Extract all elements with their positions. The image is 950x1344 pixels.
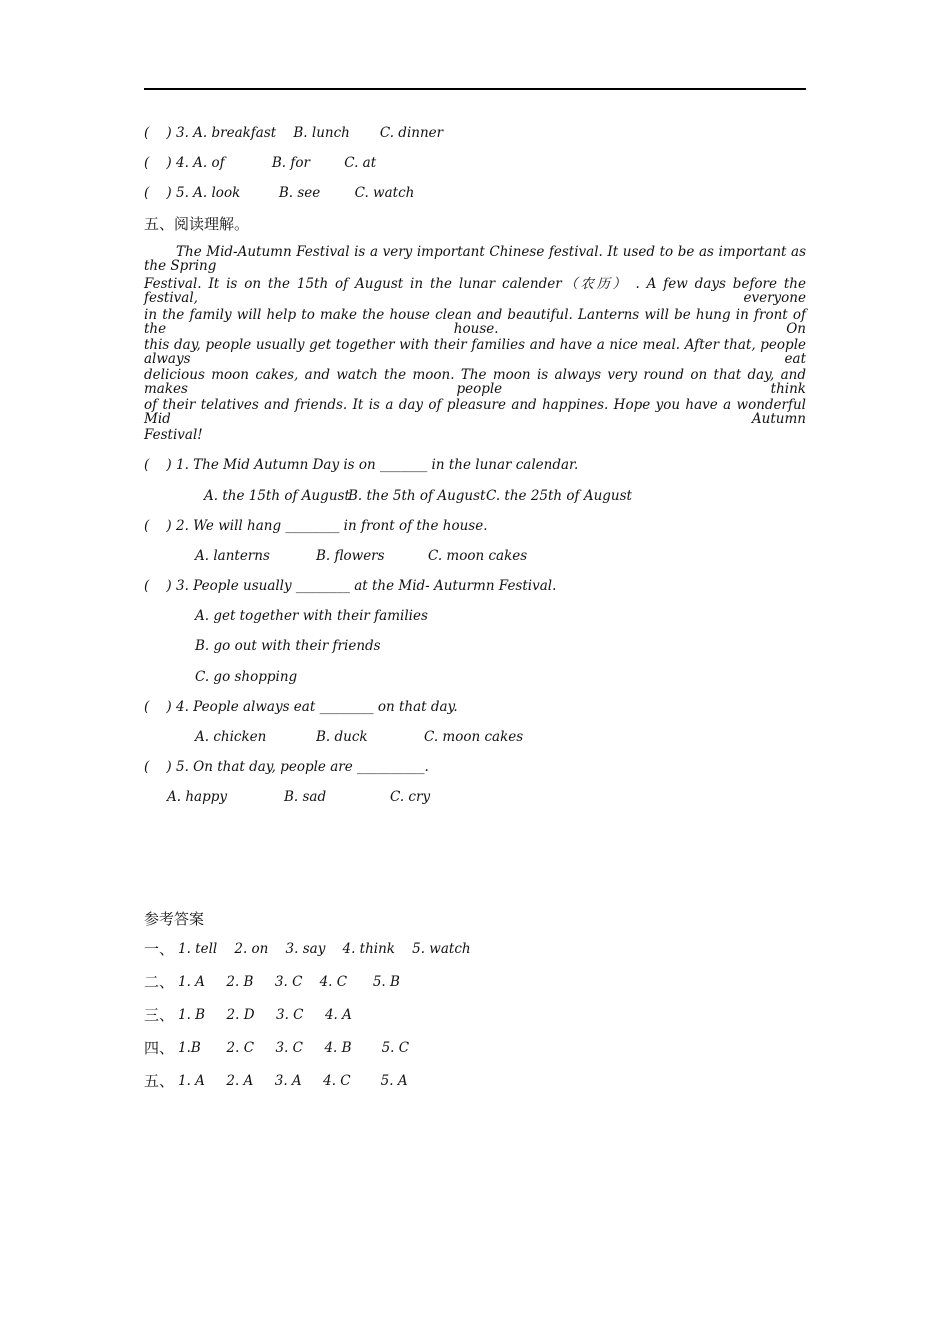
- question-2-option-a: A. lanterns: [195, 548, 270, 564]
- question-3-option-b: B. go out with their friends: [195, 638, 381, 654]
- question-4-option-a: A. chicken: [195, 729, 267, 745]
- answer-row-5: 1. A 2. A 3. A 4. C 5. A: [178, 1073, 408, 1089]
- answers-title: 参考答案: [144, 910, 205, 928]
- question-3-option-c: C. go shopping: [195, 669, 298, 685]
- question-2-option-b: B. flowers: [316, 548, 385, 564]
- passage-line-3: in the family will help to make the house clean and beautiful. Lanterns will be hung in front of the house. On: [144, 307, 806, 337]
- answer-row-4: 1.B 2. C 3. C 4. B 5. C: [178, 1040, 410, 1056]
- question-3: ( ) 3. People usually ________ at the Mid- Auturmn Festival.: [144, 578, 557, 594]
- answer-label-5: 五、: [144, 1072, 175, 1090]
- question-1: ( ) 1. The Mid Autumn Day is on _______ in the lunar calendar.: [144, 457, 579, 473]
- passage-line-2: Festival. It is on the 15th of August in the lunar calender（农历） . A few days before the festival, everyone: [144, 276, 806, 306]
- passage-line-7: Festival!: [144, 427, 203, 443]
- question-1-option-a: A. the 15th of August: [204, 488, 350, 504]
- answer-row-1: 1. tell 2. on 3. say 4. think 5. watch: [178, 941, 471, 957]
- question-5-option-c: C. cry: [390, 789, 431, 805]
- answer-label-4: 四、: [144, 1039, 175, 1057]
- question-4-option-c: C. moon cakes: [424, 729, 524, 745]
- answer-label-3: 三、: [144, 1006, 175, 1024]
- section-5-heading: 五、阅读理解。: [144, 215, 250, 233]
- question-2-option-c: C. moon cakes: [428, 548, 528, 564]
- passage-line-5: delicious moon cakes, and watch the moon. The moon is always very round on that day, and makes people think: [144, 367, 806, 397]
- exercise-item-5: ( ) 5. A. look B. see C. watch: [144, 185, 415, 201]
- header-rule: [144, 88, 806, 90]
- question-5-option-a: A. happy: [167, 789, 227, 805]
- question-4-option-b: B. duck: [316, 729, 368, 745]
- question-2: ( ) 2. We will hang ________ in front of the house.: [144, 518, 488, 534]
- answer-row-2: 1. A 2. B 3. C 4. C 5. B: [178, 974, 400, 990]
- answer-label-1: 一、: [144, 940, 175, 958]
- question-1-option-c: C. the 25th of August: [486, 488, 632, 504]
- question-1-option-b: B. the 5th of August: [348, 488, 486, 504]
- passage-line-1: The Mid-Autumn Festival is a very important Chinese festival. It used to be as important as the Spring: [144, 244, 806, 274]
- question-5: ( ) 5. On that day, people are __________.: [144, 759, 429, 775]
- question-3-option-a: A. get together with their families: [195, 608, 428, 624]
- exercise-item-4: ( ) 4. A. of B. for C. at: [144, 155, 377, 171]
- question-4: ( ) 4. People always eat ________ on that day.: [144, 699, 458, 715]
- passage-line-4: this day, people usually get together with their families and have a nice meal. After that, people always eat: [144, 337, 806, 367]
- answer-row-3: 1. B 2. D 3. C 4. A: [178, 1007, 352, 1023]
- question-5-option-b: B. sad: [284, 789, 327, 805]
- answer-label-2: 二、: [144, 973, 175, 991]
- exercise-item-3: ( ) 3. A. breakfast B. lunch C. dinner: [144, 125, 444, 141]
- passage-line-6: of their telatives and friends. It is a day of pleasure and happines. Hope you have a wonderful Mid Autumn: [144, 397, 806, 427]
